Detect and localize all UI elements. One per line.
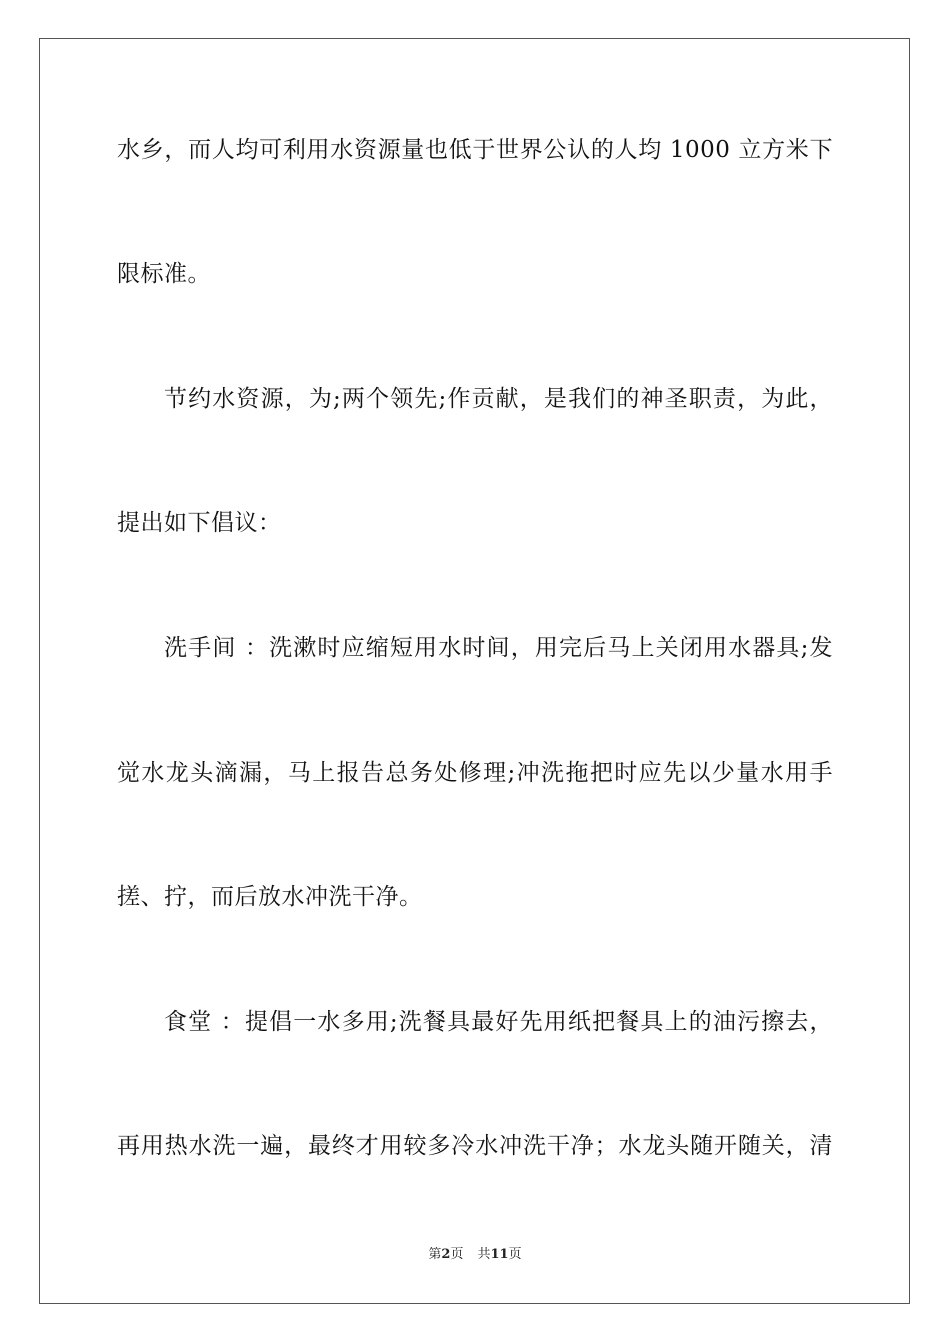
page-footer — [0, 1246, 950, 1264]
paragraph-line-6: 觉水龙头滴漏，马上报告总务处修理;冲洗拖把时应先以少量水用手 — [117, 760, 833, 786]
footer-page-number: 2 — [441, 1247, 451, 1262]
footer-total-pages: 11 — [490, 1247, 509, 1262]
page-border — [39, 38, 910, 1304]
paragraph-line-8: 食堂 ：提倡一水多用;洗餐具最好先用纸把餐具上的油污擦去， — [164, 1009, 833, 1035]
footer-page-prefix: 第 — [428, 1247, 442, 1262]
footer-page-suffix: 页 — [450, 1247, 464, 1262]
paragraph-line-4: 提出如下倡议： — [117, 510, 282, 536]
paragraph-line-2: 限标准。 — [117, 261, 211, 287]
paragraph-line-3: 节约水资源，为;两个领先;作贡献，是我们的神圣职责，为此， — [164, 386, 833, 412]
footer-total-suffix: 页 — [508, 1247, 522, 1262]
paragraph-line-9: 再用热水洗一遍，最终才用较多冷水冲洗干净；水龙头随开随关，清 — [117, 1133, 833, 1159]
paragraph-line-5: 洗手间 ：洗漱时应缩短用水时间，用完后马上关闭用水器具;发 — [164, 635, 833, 661]
paragraph-line-7: 搓、拧，而后放水冲洗干净。 — [117, 884, 423, 910]
paragraph-line-1: 水乡，而人均可利用水资源量也低于世界公认的人均 1000 立方米下 — [117, 137, 833, 163]
footer-total-prefix: 共 — [477, 1247, 491, 1262]
